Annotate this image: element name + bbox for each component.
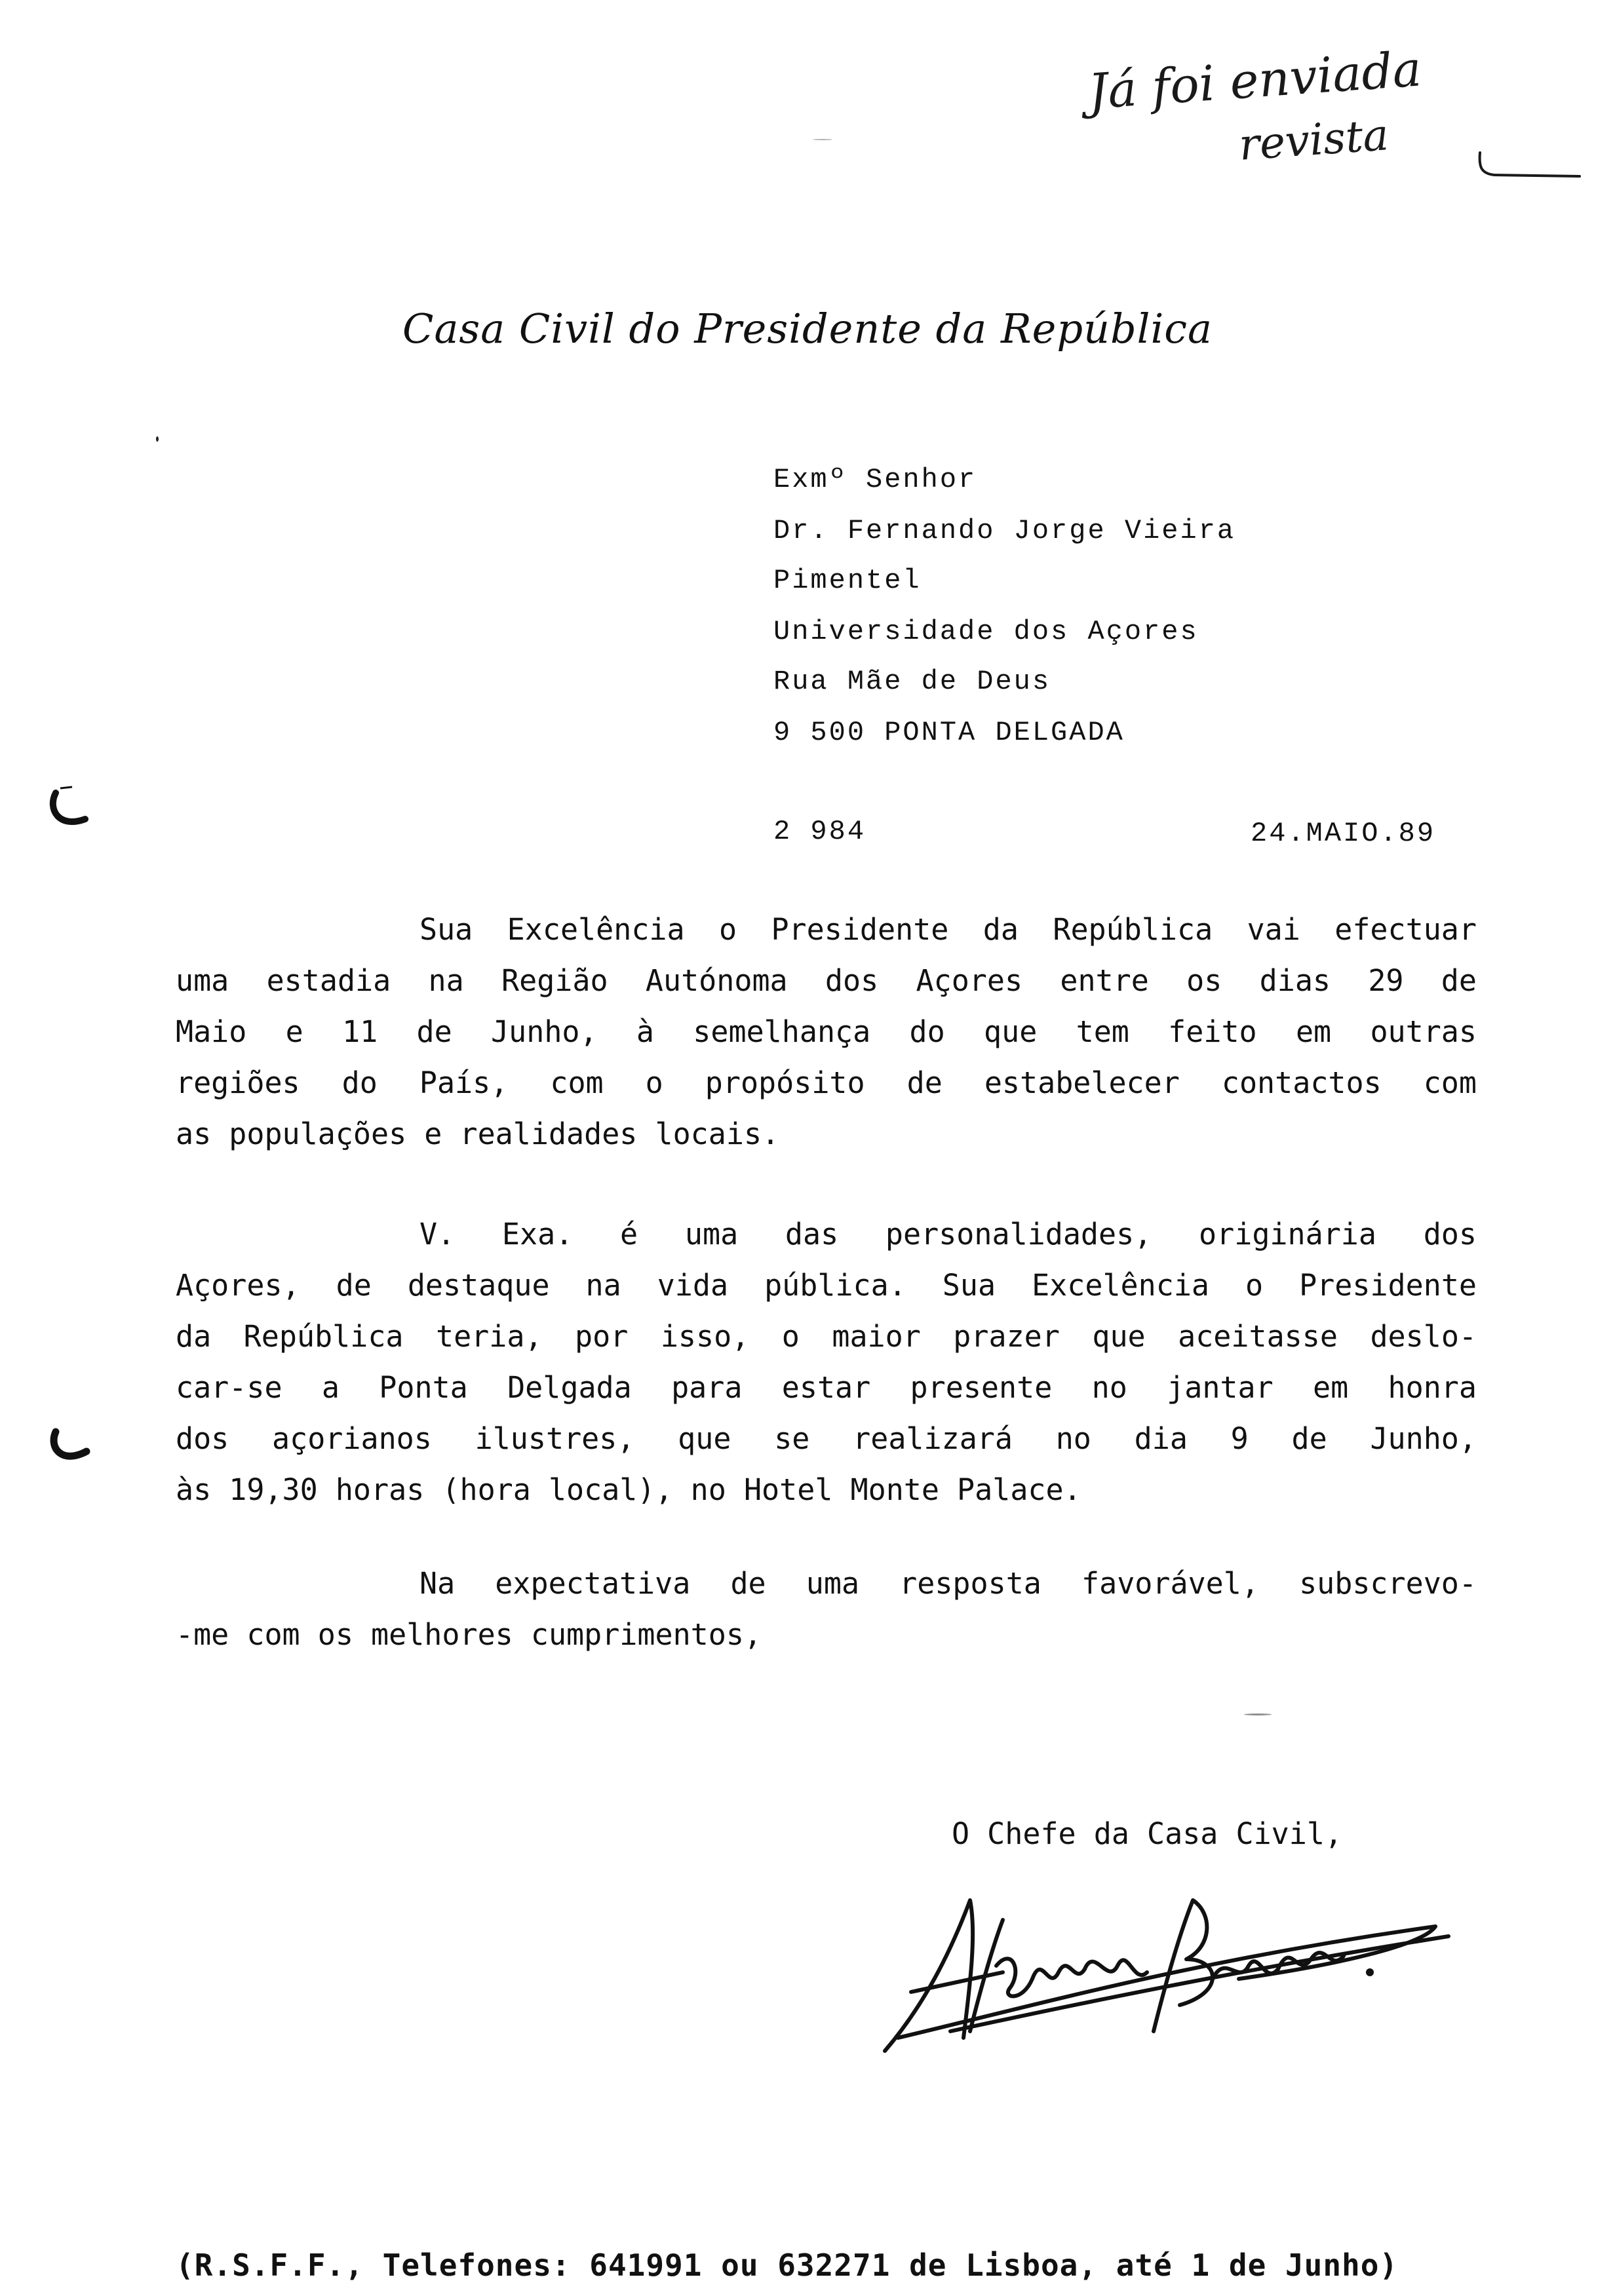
body-paragraph-2 — [176, 1209, 1477, 1516]
punch-mark-lower — [46, 1419, 98, 1471]
reference-number: 2 984 — [773, 816, 866, 847]
scan-speck — [1244, 1713, 1272, 1715]
body-line: Na expectativa de uma resposta favorável, subscrevo- — [419, 1566, 1477, 1601]
recipient-city: 9 500 PONTA DELGADA — [773, 717, 1125, 748]
handwritten-underline-stroke — [1475, 147, 1586, 187]
body-line: Açores, de destaque na vida pública. Sua Excelência o Presidente — [176, 1268, 1477, 1303]
recipient-name-line1: Dr. Fernando Jorge Vieira — [773, 515, 1236, 546]
body-paragraph-1 — [176, 904, 1477, 1160]
body-line: -me com os melhores cumprimentos, — [176, 1617, 762, 1652]
letterhead: Casa Civil do Presidente da República — [402, 305, 1213, 353]
body-line: às 19,30 horas (hora local), no Hotel Monte Palace. — [176, 1472, 1081, 1507]
recipient-institution: Universidade dos Açores — [773, 616, 1199, 647]
scan-speck — [813, 139, 832, 140]
punch-mark-upper — [46, 783, 98, 835]
body-line: dos açorianos ilustres, que se realizará no dia 9 de Junho, — [176, 1421, 1477, 1456]
recipient-salutation: Exmº Senhor — [773, 464, 977, 495]
body-line: as populações e realidades locais. — [176, 1117, 780, 1151]
body-line: car-se a Ponta Delgada para estar presente no jantar em honra — [176, 1370, 1477, 1405]
footer-note: (R.S.F.F., Telefones: 641991 ou 632271 de Lisboa, até 1 de Junho) — [176, 2248, 1399, 2283]
signature-image — [872, 1874, 1462, 2064]
recipient-street: Rua Mãe de Deus — [773, 666, 1051, 697]
handwritten-note-line2: revista — [1237, 109, 1391, 170]
body-line: da República teria, por isso, o maior prazer que aceitasse deslo- — [176, 1319, 1477, 1354]
body-line: Sua Excelência o Presidente da República vai efectuar — [419, 912, 1477, 947]
body-paragraph-3 — [176, 1558, 1477, 1660]
closing-title: O Chefe da Casa Civil, — [952, 1816, 1343, 1851]
body-line: regiões do País, com o propósito de estabelecer contactos com — [176, 1065, 1477, 1100]
scan-speck — [156, 436, 159, 442]
body-line: uma estadia na Região Autónoma dos Açores entre os dias 29 de — [176, 963, 1477, 998]
handwritten-note-line1: Já foi enviada — [1086, 41, 1424, 121]
recipient-name-line2: Pimentel — [773, 565, 922, 596]
body-line: V. Exa. é uma das personalidades, originária dos — [419, 1217, 1477, 1252]
body-line: Maio e 11 de Junho, à semelhança do que tem feito em outras — [176, 1014, 1477, 1049]
reference-date: 24.MAIO.89 — [1251, 818, 1436, 849]
